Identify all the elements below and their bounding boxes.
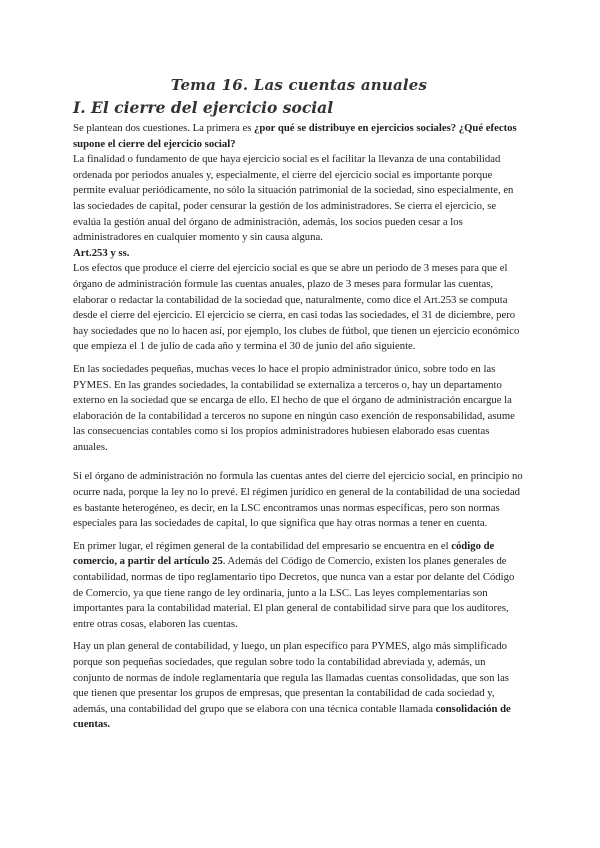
section-heading: I. El cierre del ejercicio social (73, 98, 334, 117)
document-title: Tema 16. Las cuentas anuales (170, 76, 428, 94)
intro-paragraph (73, 121, 525, 152)
paragraph-efectos: Los efectos que produce el cierre del ejercicio social es que se abre un periodo de 3 meses para que el órgano de administración formule las cuentas anuales, plazo de 3 meses para formular las cuentas, elaborar o redactar la contabilidad de la sociedad que, naturalmente, como dice el Art.253 se computa desde el cierre del ejercicio. El ejercicio se cierra, en casi todas las sociedades, el 31 de diciembre, pero hay sociedades que no lo hacen así, por ejemplo, los clubes de fútbol, que tienen un ejercicio económico que empieza el 1 de julio de cada año y termina el 30 de junio del año siguiente. (73, 262, 520, 353)
intro-text: Se plantean dos cuestiones. La primera es (73, 122, 255, 134)
plan-bold: consolidación de cuentas. (73, 702, 511, 731)
regimen-text-after: . Además del Código de Comercio, existen los planes generales de contabilidad, normas de tipo reglamentario tipo Decretos, que nunca van a estar por delante del Código de Comercio, ya que tiene rango de ley ordinaria, junto a la LSC. Las leyes complementarias son importantes para la contabilidad material. El plan general de contabilidad sirve para que los auditores, entre otras cosas, elaboren las cuentas. (73, 555, 515, 630)
plan-text-before: Hay un plan general de contabilidad, y luego, un plan específico para PYMES, algo más simplificado porque son pequeñas sociedades, que regulan sobre todo la contabilidad abreviada y, además, un conjunto de normas de índole reglamentaria que regula las llamadas cuentas consolidadas, que son las que tienen que presentar los grupos de empresas, que presentan la contabilidad de cada sociedad y, además, una contabilidad del grupo que se elabora con una técnica contable llamada (73, 640, 509, 715)
paragraph-plan (73, 639, 525, 733)
regimen-text-before: En primer lugar, el régimen general de la contabilidad del empresario se encuentra en el (73, 539, 452, 552)
document-page (73, 76, 525, 733)
paragraph-finalidad: La finalidad o fundamento de que haya ejercicio social es el facilitar la llevanza de una contabilidad ordenada por periodos anuales y, especialmente, el cierre del ejercicio social es importante porque permite evaluar periódicamente, no sólo la situación patrimonial de la sociedad, sino especialmente, en las sociedades de capital, poder censurar la gestión de los administradores. Se cierra el ejercicio, se evalúa la gestión anual del órgano de administración, además, los socios pueden cesar a los administradores en cualquier momento y sin causa alguna. (73, 153, 514, 244)
intro-question: ¿por qué se distribuye en ejercicios sociales? ¿Qué efectos supone el cierre del ejercicio social? (73, 122, 517, 150)
paragraph-pequenas: En las sociedades pequeñas, muchas veces lo hace el propio administrador único, sobre todo en las PYMES. En las grandes sociedades, la contabilidad se externaliza a terceros o, hay un departamento externo en la sociedad que se encarga de ello. El hecho de que el órgano de administración encargue la elaboración de la contabilidad a terceros no supone en ningún caso exención de responsabilidad, asume las consecuencias contables como si los propios administradores hubiesen elaborado esas cuentas anuales. (73, 362, 515, 453)
article-heading: Art.253 y ss. (73, 246, 130, 259)
paragraph-no-formula: Si el órgano de administración no formula las cuentas antes del cierre del ejercicio social, en principio no ocurre nada, porque la ley no lo prevé. El régimen jurídico en general de la contabilidad de una sociedad es bastante heterogéneo, es decir, en la LSC encontramos unas normas específicas, pero son normas especiales para las sociedades de capital, lo que significa que hay otras normas a tener en cuenta. (73, 470, 523, 530)
paragraph-regimen (73, 539, 525, 633)
regimen-bold: código de comercio, a partir del artículo 25 (73, 539, 495, 568)
